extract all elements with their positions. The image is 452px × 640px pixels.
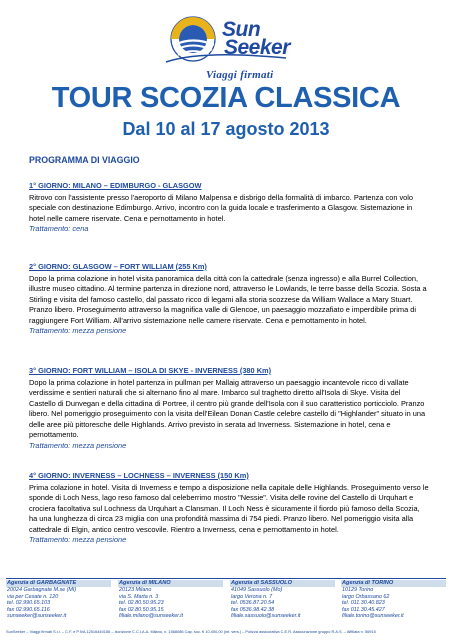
day-heading: 4° GIORNO: INVERNESS – LOCHNESS – INVERNESS (150 Km) — [29, 471, 249, 480]
agency-address: 10129 Torino — [342, 587, 374, 593]
agency-email[interactable]: filiale.milano@sunseeker.it — [119, 613, 183, 620]
agency-name: Agenzia di GARBAGNATE — [7, 580, 77, 586]
agency-name: Agenzia di TORINO — [342, 580, 394, 586]
day-treatment: Trattamento: mezza pensione — [29, 441, 127, 451]
section-heading: PROGRAMMA DI VIAGGIO — [29, 155, 140, 165]
agency-sassuolo — [230, 580, 335, 626]
agency-street: via S. Marta n. 3 — [119, 593, 159, 600]
agency-fax: fax 02.990.65.116 — [7, 606, 50, 613]
agency-fax: fax 0536.98.42.38 — [231, 606, 275, 613]
agency-torino — [341, 580, 446, 626]
agency-email[interactable]: filiale.sassuolo@sunseeker.it — [231, 613, 301, 620]
day-description: Prima colazione in hotel. Visita di Inverness e tempo a disposizione nella capitale delle Highlands. Proseguimento verso le sponde di Loch Ness, lago reso famoso dal celeberrimo mostro "Nessie". Visita delle rovine del Castello di Urquhart e crociera facoltativa sul Lochness da Urquhart a Clansman. Il Loch Ness è sicuramente il fiordo più famoso della Scozia, ha una lunghezza di circa 23 miglia con una profondità massima di 754 piedi. Pranzo libero. Nel pomeriggio visita alla cattedrale di Elgin, antico centro vescovile. Rientro a Inverness, cena e pernottamento in hotel. — [29, 482, 429, 534]
day-treatment: Trattamento: mezza pensione — [29, 535, 127, 545]
agency-email[interactable]: filiale.torino@sunseeker.it — [342, 613, 404, 620]
day-3-block — [29, 366, 429, 451]
day-treatment: Trattamento: cena — [29, 224, 89, 234]
day-description: Ritrovo con l'assistente presso l'aeroporto di Milano Malpensa e disbrigo della formalità di imbarco. Partenza con volo speciale con destinazione Edimburgo. Arrivo, incontro con la guida locale e trasferimento a Glasgow. Sistemazione in hotel nelle camere riservate. Cena e pernottamento in hotel. — [29, 192, 414, 223]
agency-milano — [118, 580, 223, 626]
agency-street: largo Verona n. 7 — [231, 593, 273, 600]
logo-name-line2: Seeker — [224, 36, 290, 59]
agency-email[interactable]: sunseeker@sunseeker.it — [7, 613, 67, 620]
logo-tagline: Viaggi firmati — [206, 69, 274, 81]
agency-name: Agenzia di SASSUOLO — [231, 580, 292, 586]
agency-garbagnate — [6, 580, 111, 626]
agency-fax: fax 011.30.45.427 — [342, 606, 385, 613]
logo-name-line1: Sun — [222, 18, 261, 41]
page-title: TOUR SCOZIA CLASSICA — [51, 82, 401, 114]
agency-phone: tel. 011.30.40.823 — [342, 600, 385, 607]
agency-address: 20024 Garbagnate M.se (MI) — [7, 587, 77, 593]
agency-phone: tel. 02.990.65.103 — [7, 600, 51, 607]
day-heading: 3° GIORNO: FORT WILLIAM – ISOLA DI SKYE - INVERNESS (380 Km) — [29, 366, 272, 375]
agency-name: Agenzia di MILANO — [119, 580, 171, 586]
agency-street: largo Orbassano 62 — [342, 593, 390, 600]
agency-address: 41049 Sassuolo (Mo) — [231, 587, 283, 593]
day-1-block — [29, 181, 429, 234]
day-4-block — [29, 471, 429, 545]
page-subtitle: Dal 10 al 17 agosto 2013 — [122, 119, 330, 139]
agency-list — [6, 580, 446, 626]
agency-street: via per Cesate n. 120 — [7, 593, 59, 600]
day-description: Dopo la prima colazione in hotel partenza in pullman per Mallaig attraverso un paesaggio incantevole ricco di vallate verdissime e sentieri naturali che si alternano fino al mare. Imbarco sul traghetto diretto all'Isola di Skye. Visita del Castello di Dunvegan e della cittadina di Portree, il centro più grande dell'Isola con il suo caratteristico porticciolo. Pranzo libero. Nel pomeriggio proseguimento con la visita dell'Eilean Donan Castle celebre castello di "Highlander" situato in una delle aree più pittoresche delle Highlands. Arrivo previsto in serata ad Inverness. Sistemazione in hotel, cena e pernottamento. — [29, 377, 426, 440]
day-description: Dopo la prima colazione in hotel visita panoramica della città con la cattedrale (senza ingresso) e alla Burrel Collection, illustre museo cittadino. Al termine partenza in direzione nord, attraverso le Lowlands, le terre basse della Scozia. Sosta a Stirling e visita del famoso castello, dal passato ricco di legami alla storia scozzese da William Wallace a Mary Stuart. Pranzo libero. Proseguimento attraverso la magnifica valle di Glencoe, un paesaggio mozzafiato e imperdibile prima di raggiungere Fort William. All'arrivo sistemazione nelle camere riservate. Cena e pernottamento in hotel. — [29, 273, 427, 325]
agency-fax: fax 02.80.50.95.15 — [119, 606, 164, 613]
sun-seeker-logo — [162, 14, 292, 82]
agency-phone: tel. 0536.87.20.54 — [231, 600, 275, 607]
day-heading: 2° GIORNO: GLASGOW – FORT WILLIAM (255 Km) — [29, 262, 207, 271]
legal-footer: SunSeeker – Viaggi firmati S.r.l. – C.F. e P.IVA 12516440156 – Iscrizione C.C.I.A.A. Milano, n. 1568086 Cap. soc. € 10.400,00 (int. vers.) – Polizza assicurativa C.E.R. Assicurazione gruppo R.A.S. – Affiliata n. 56915 — [6, 629, 376, 634]
day-heading: 1° GIORNO: MILANO – EDIMBURGO - GLASGOW — [29, 181, 202, 190]
day-treatment: Trattamento: mezza pensione — [29, 326, 127, 336]
agency-address: 20123 Milano — [119, 587, 152, 593]
footer-divider — [6, 578, 446, 579]
day-2-block — [29, 262, 429, 336]
agency-phone: tel. 02.80.50.95.23 — [119, 600, 164, 607]
